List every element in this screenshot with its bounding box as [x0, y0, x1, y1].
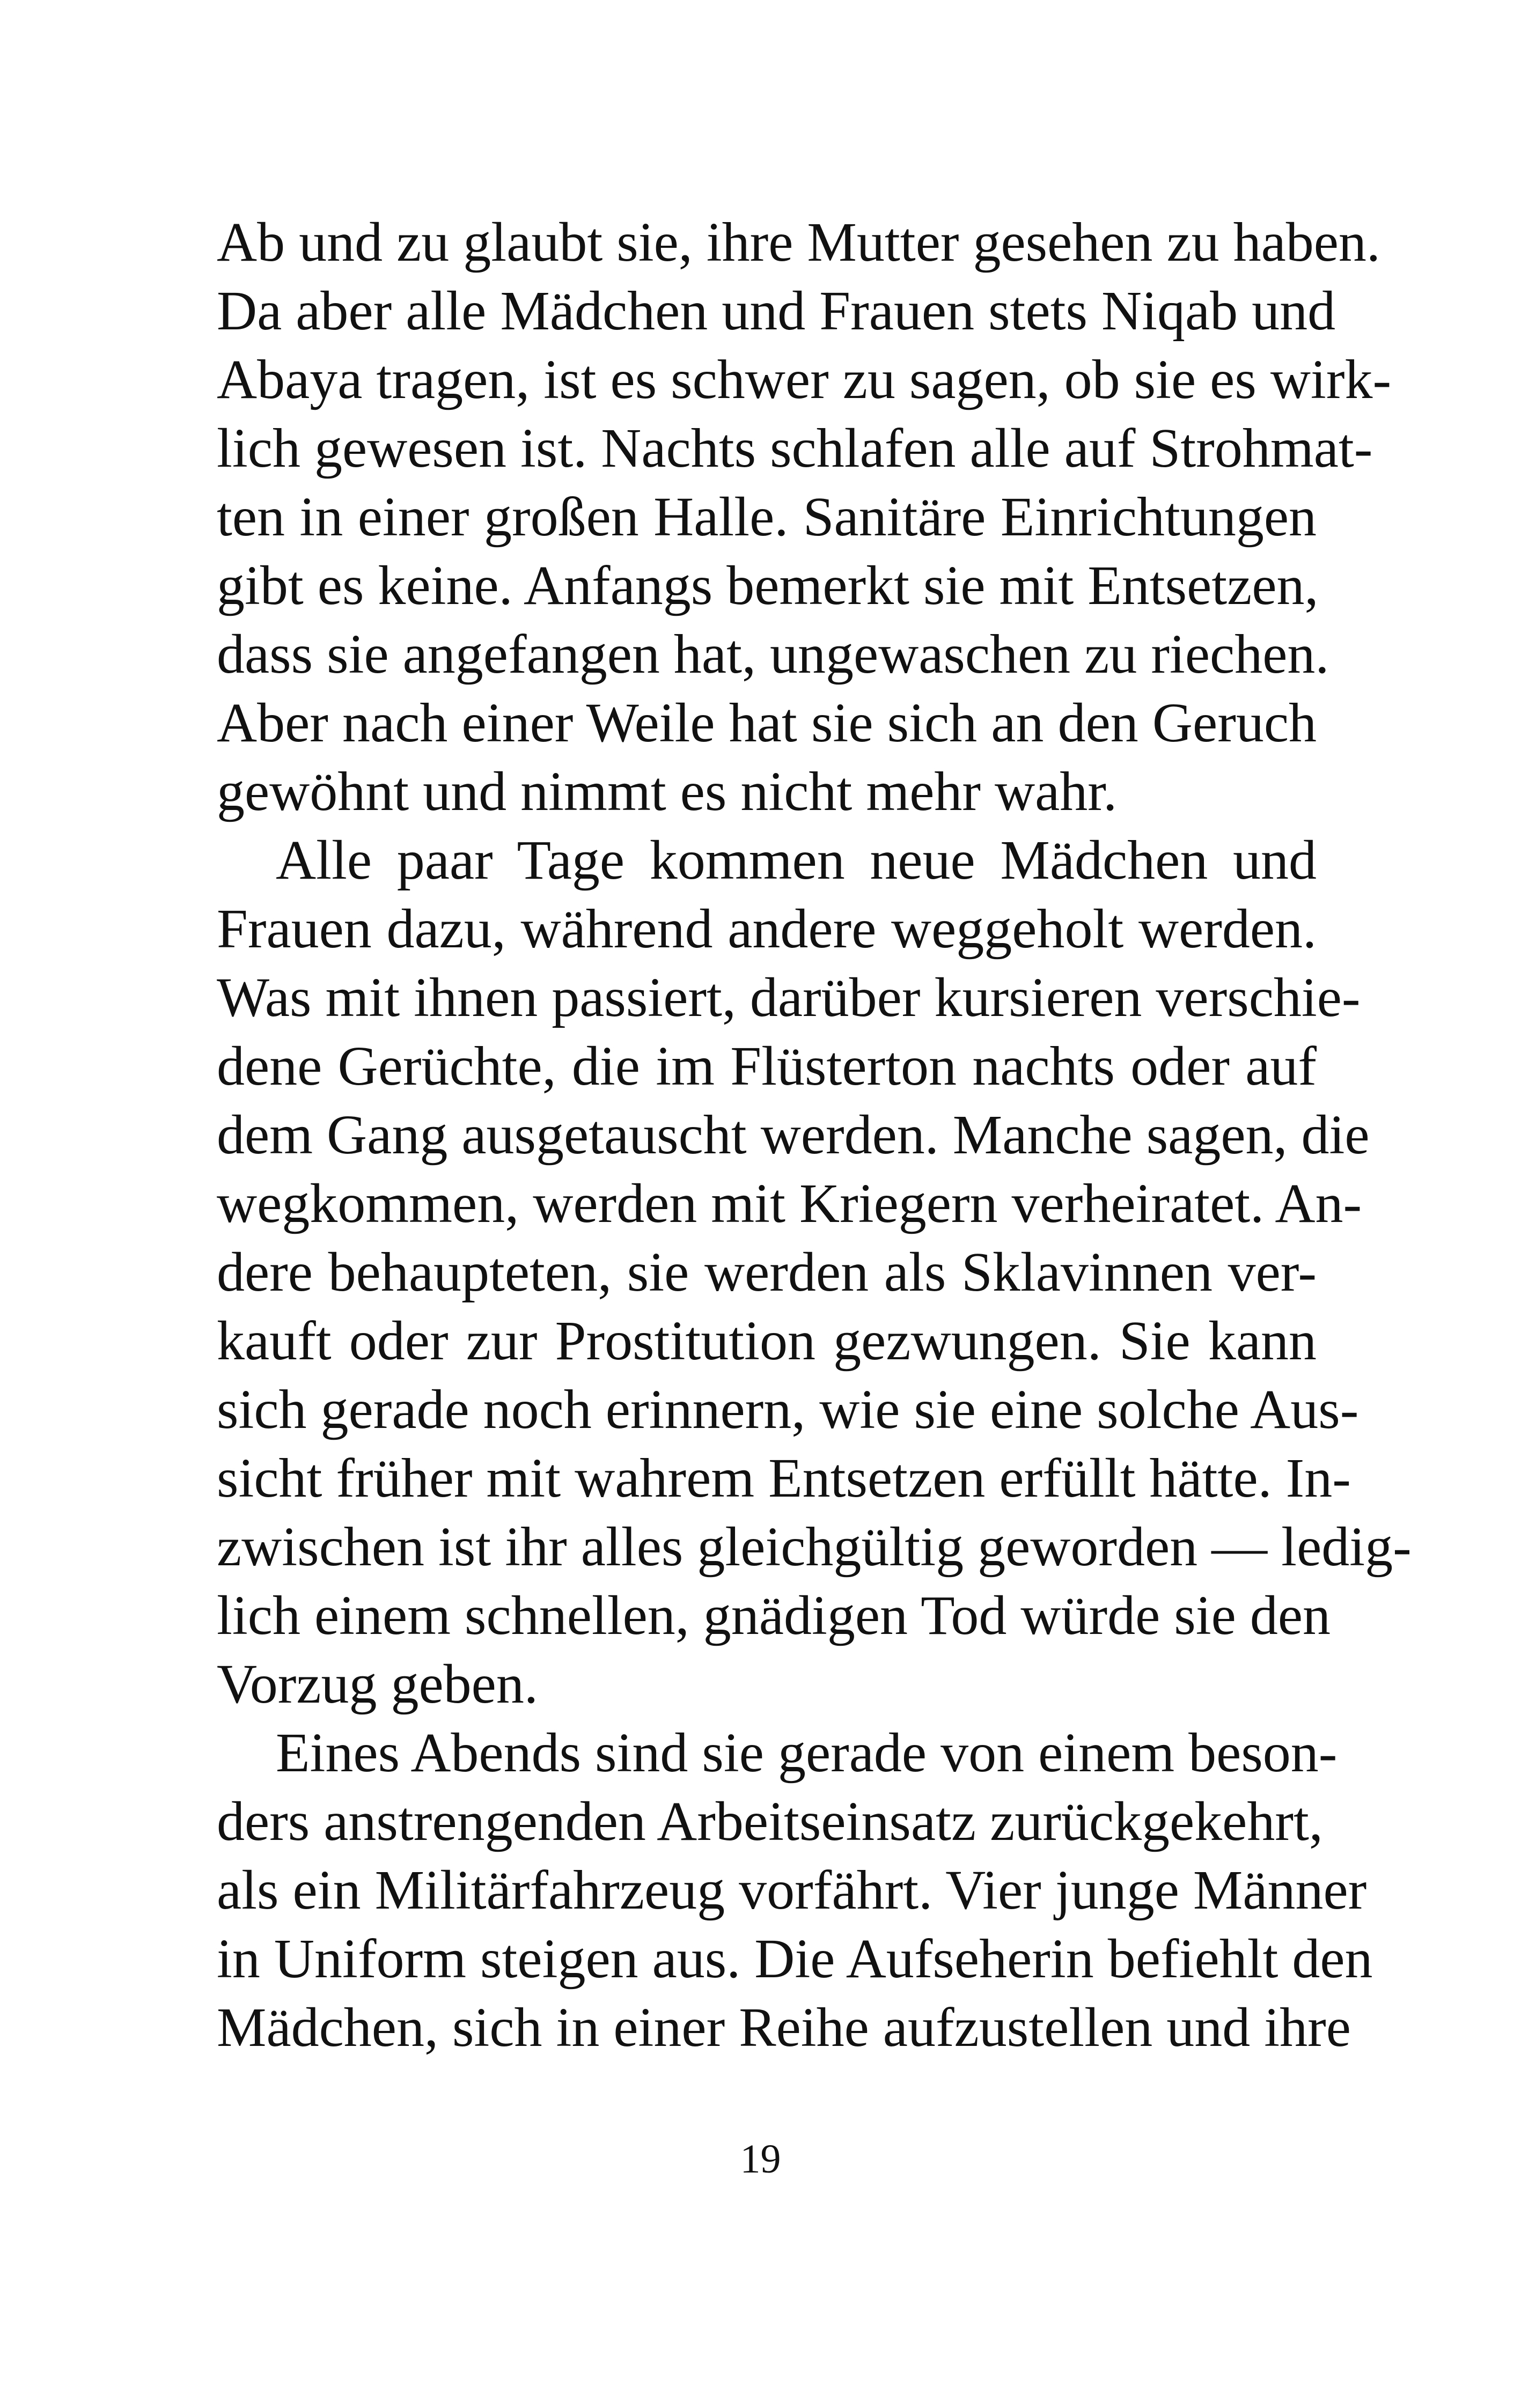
text-line: Mädchen, sich in einer Reihe aufzustellen und ihre [217, 1997, 1351, 2058]
text-line: Eines Abends sind sie gerade von einem beson- [276, 1722, 1338, 1784]
text-line: dene Gerüchte, die im Flüsterton nachts oder auf [217, 1035, 1317, 1097]
text-line: lich einem schnellen, gnädigen Tod würde sie den [217, 1585, 1331, 1646]
text-line: gewöhnt und nimmt es nicht mehr wahr. [217, 761, 1118, 822]
text-line: zwischen ist ihr alles gleichgültig geworden — ledig- [217, 1516, 1412, 1578]
page-number: 19 [740, 2137, 781, 2182]
text-line: in Uniform steigen aus. Die Aufseherin befiehlt den [217, 1928, 1373, 1990]
text-line: kauft oder zur Prostitution gezwungen. Sie kann [217, 1310, 1317, 1372]
paragraph-3 [217, 1719, 1373, 2062]
body-text [217, 208, 1412, 2062]
text-line: ders anstrengenden Arbeitseinsatz zurückgekehrt, [217, 1791, 1323, 1852]
text-line: dem Gang ausgetauscht werden. Manche sagen, die [217, 1104, 1370, 1166]
text-line: Abaya tragen, ist es schwer zu sagen, ob sie es wirk- [217, 349, 1392, 410]
text-line: ten in einer großen Halle. Sanitäre Einrichtungen [217, 486, 1317, 548]
text-line: Was mit ihnen passiert, darüber kursieren verschie- [217, 967, 1361, 1028]
text-line: lich gewesen ist. Nachts schlafen alle auf Strohmat- [217, 417, 1373, 479]
text-line: dass sie angefangen hat, ungewaschen zu riechen. [217, 623, 1329, 685]
text-line: wegkommen, werden mit Kriegern verheiratet. An- [217, 1173, 1362, 1234]
text-line: Vorzug geben. [217, 1653, 538, 1715]
text-line: Da aber alle Mädchen und Frauen stets Niqab und [217, 280, 1336, 342]
text-line: sicht früher mit wahrem Entsetzen erfüllt hätte. In- [217, 1447, 1351, 1509]
text-line: Aber nach einer Weile hat sie sich an den Geruch [217, 692, 1317, 754]
text-line: dere behaupteten, sie werden als Sklavinnen ver- [217, 1241, 1317, 1303]
text-line: Alle paar Tage kommen neue Mädchen und [276, 829, 1317, 891]
text-line: gibt es keine. Anfangs bemerkt sie mit Entsetzen, [217, 555, 1319, 616]
text-line: sich gerade noch erinnern, wie sie eine solche Aus- [217, 1379, 1359, 1440]
paragraph-1 [217, 208, 1392, 826]
text-line: Ab und zu glaubt sie, ihre Mutter gesehen zu haben. [217, 211, 1380, 273]
text-line: als ein Militärfahrzeug vorfährt. Vier junge Männer [217, 1859, 1367, 1921]
paragraph-2 [217, 826, 1412, 1719]
text-line: Frauen dazu, während andere weggeholt werden. [217, 898, 1317, 960]
